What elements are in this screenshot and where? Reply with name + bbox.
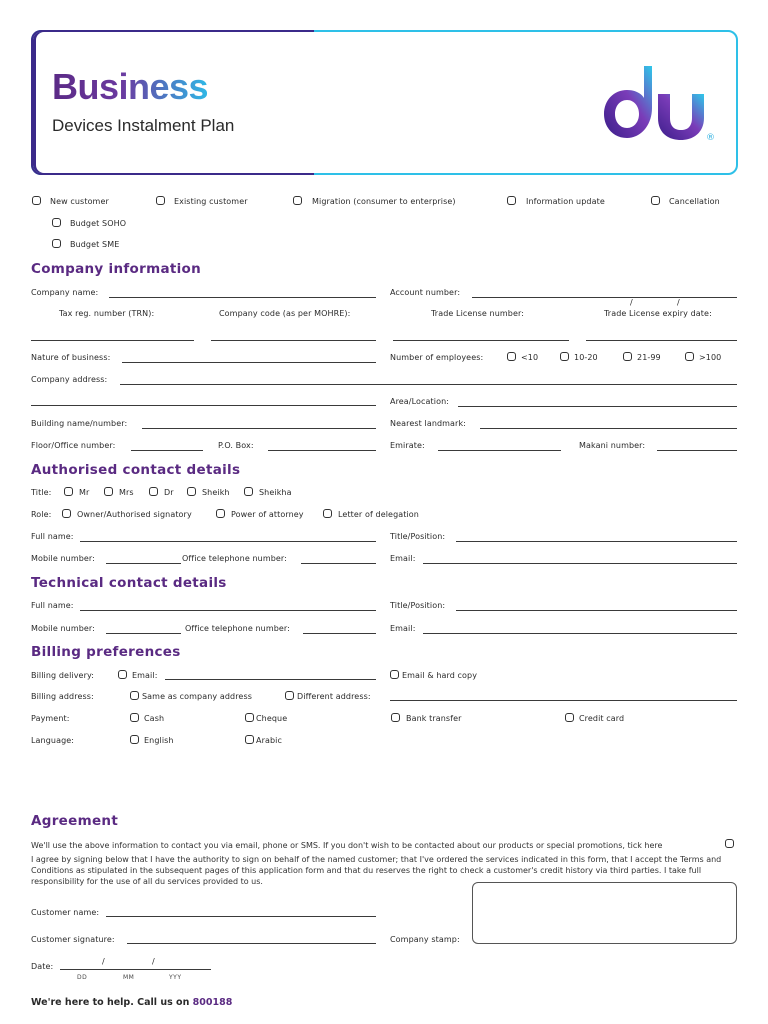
language-arabic-label: Arabic — [256, 736, 282, 745]
date-dd-hint: DD — [77, 974, 88, 981]
payment-card-label: Credit card — [579, 714, 625, 723]
trn-field[interactable] — [31, 340, 194, 341]
agreement-heading: Agreement — [31, 813, 119, 829]
makani-field[interactable] — [657, 450, 737, 451]
information-update-label: Information update — [526, 197, 605, 206]
auth-office-tel-label: Office telephone number: — [182, 554, 287, 563]
emirate-label: Emirate: — [390, 441, 425, 450]
brand-title: Business — [52, 66, 209, 107]
role-owner-checkbox[interactable] — [62, 509, 71, 518]
employees-label: Number of employees: — [390, 353, 484, 362]
nature-of-business-label: Nature of business: — [31, 353, 111, 362]
employees-10-20-checkbox[interactable] — [560, 352, 569, 361]
role-owner-label: Owner/Authorised signatory — [77, 510, 192, 519]
terms-text: I agree by signing below that I have the authority to sign on behalf of the named customer; that I've ordered the services indicated in this form, that I accept the Terms and Conditions as stipulated in the subsequent pages of this application form and that du reserves the right to check a customer's credit history via third parties. I take full responsibility for the use of all du services provided to us. — [31, 855, 722, 886]
auth-position-label: Title/Position: — [390, 532, 446, 541]
information-update-checkbox[interactable] — [507, 196, 516, 205]
employees-gt100-checkbox[interactable] — [685, 352, 694, 361]
company-code-field[interactable] — [211, 340, 376, 341]
date-separator: / — [152, 957, 155, 966]
footer-phone-link[interactable]: 800188 — [192, 997, 233, 1008]
billing-address-label: Billing address: — [31, 692, 94, 701]
existing-customer-label: Existing customer — [174, 197, 248, 206]
title-mr-checkbox[interactable] — [64, 487, 73, 496]
title-mr-label: Mr — [79, 488, 90, 497]
billing-email-hard-label: Email & hard copy — [402, 671, 478, 680]
building-label: Building name/number: — [31, 419, 128, 428]
tech-position-field[interactable] — [456, 610, 737, 611]
employees-10-20-label: 10-20 — [574, 353, 598, 362]
different-address-field[interactable] — [390, 700, 737, 701]
budget-sme-checkbox[interactable] — [52, 239, 61, 248]
area-label: Area/Location: — [390, 397, 450, 406]
payment-cash-checkbox[interactable] — [130, 713, 139, 722]
tech-email-field[interactable] — [423, 633, 737, 634]
contact-consent-text: We'll use the above information to contact you via email, phone or SMS. If you don't wish to be contacted about our products or special promotions, tick here — [31, 841, 663, 850]
title-sheikha-label: Sheikha — [259, 488, 292, 497]
payment-label: Payment: — [31, 714, 70, 723]
landmark-field[interactable] — [480, 428, 737, 429]
expiry-date-separator: / — [677, 298, 680, 307]
title-label: Title: — [31, 488, 52, 497]
payment-card-checkbox[interactable] — [565, 713, 574, 722]
company-stamp-label: Company stamp: — [390, 935, 460, 944]
account-number-field[interactable] — [472, 297, 737, 298]
tech-office-tel-field[interactable] — [303, 633, 376, 634]
billing-email-label: Email: — [132, 671, 158, 680]
title-dr-label: Dr — [164, 488, 174, 497]
different-address-checkbox[interactable] — [285, 691, 294, 700]
title-sheikh-checkbox[interactable] — [187, 487, 196, 496]
auth-email-field[interactable] — [423, 563, 737, 564]
company-name-label: Company name: — [31, 288, 99, 297]
du-logo-icon — [600, 60, 720, 146]
trn-label: Tax reg. number (TRN): — [59, 309, 155, 318]
billing-delivery-label: Billing delivery: — [31, 671, 95, 680]
floor-field[interactable] — [131, 450, 203, 451]
new-customer-label: New customer — [50, 197, 109, 206]
form-subtitle: Devices Instalment Plan — [52, 116, 235, 135]
trade-license-field[interactable] — [393, 340, 569, 341]
company-code-label: Company code (as per MOHRE): — [219, 309, 351, 318]
payment-bank-checkbox[interactable] — [391, 713, 400, 722]
different-address-label: Different address: — [297, 692, 371, 701]
auth-full-name-field[interactable] — [80, 541, 376, 542]
trade-license-expiry-field[interactable] — [586, 340, 737, 341]
payment-cash-label: Cash — [144, 714, 165, 723]
migration-label: Migration (consumer to enterprise) — [312, 197, 456, 206]
company-address-field[interactable] — [120, 384, 737, 385]
auth-mobile-field[interactable] — [106, 563, 181, 564]
language-label: Language: — [31, 736, 75, 745]
tech-mobile-field[interactable] — [106, 633, 181, 634]
title-sheikha-checkbox[interactable] — [244, 487, 253, 496]
tech-full-name-field[interactable] — [80, 610, 376, 611]
po-box-label: P.O. Box: — [218, 441, 254, 450]
customer-signature-label: Customer signature: — [31, 935, 115, 944]
cancellation-checkbox[interactable] — [651, 196, 660, 205]
payment-cheque-label: Cheque — [256, 714, 288, 723]
tech-full-name-label: Full name: — [31, 601, 74, 610]
title-sheikh-label: Sheikh — [202, 488, 230, 497]
budget-soho-label: Budget SOHO — [70, 219, 127, 228]
makani-label: Makani number: — [579, 441, 646, 450]
company-address-line2[interactable] — [31, 405, 376, 406]
title-dr-checkbox[interactable] — [149, 487, 158, 496]
existing-customer-checkbox[interactable] — [156, 196, 165, 205]
company-info-heading: Company information — [31, 261, 202, 277]
nature-of-business-field[interactable] — [122, 362, 376, 363]
billing-email-checkbox[interactable] — [118, 670, 127, 679]
date-yyy-hint: YYY — [169, 974, 182, 981]
auth-email-label: Email: — [390, 554, 416, 563]
auth-office-tel-field[interactable] — [301, 563, 376, 564]
date-mm-hint: MM — [123, 974, 135, 981]
customer-name-field[interactable] — [106, 916, 376, 917]
language-arabic-checkbox[interactable] — [245, 735, 254, 744]
account-number-label: Account number: — [390, 288, 461, 297]
budget-soho-checkbox[interactable] — [52, 218, 61, 227]
customer-name-label: Customer name: — [31, 908, 100, 917]
company-address-label: Company address: — [31, 375, 108, 384]
employees-gt100-label: >100 — [699, 353, 722, 362]
billing-heading: Billing preferences — [31, 644, 181, 660]
cancellation-label: Cancellation — [669, 197, 720, 206]
po-box-field[interactable] — [268, 450, 376, 451]
language-english-label: English — [144, 736, 174, 745]
auth-mobile-label: Mobile number: — [31, 554, 95, 563]
payment-bank-label: Bank transfer — [406, 714, 462, 723]
role-delegation-checkbox[interactable] — [323, 509, 332, 518]
tech-mobile-label: Mobile number: — [31, 624, 95, 633]
customer-signature-field[interactable] — [127, 943, 376, 944]
registered-mark: ® — [706, 133, 715, 143]
area-field[interactable] — [458, 406, 737, 407]
date-field[interactable] — [60, 969, 211, 970]
date-separator: / — [102, 957, 105, 966]
expiry-date-separator: / — [630, 298, 633, 307]
company-name-field[interactable] — [109, 297, 376, 298]
migration-checkbox[interactable] — [293, 196, 302, 205]
employees-21-99-checkbox[interactable] — [623, 352, 632, 361]
employees-lt10-checkbox[interactable] — [507, 352, 516, 361]
no-contact-checkbox[interactable] — [725, 839, 734, 848]
trade-license-expiry-label: Trade License expiry date: — [604, 309, 712, 318]
authorised-contact-heading: Authorised contact details — [31, 462, 241, 478]
language-english-checkbox[interactable] — [130, 735, 139, 744]
landmark-label: Nearest landmark: — [390, 419, 466, 428]
building-field[interactable] — [142, 428, 376, 429]
tech-email-label: Email: — [390, 624, 416, 633]
emirate-field[interactable] — [438, 450, 561, 451]
auth-position-field[interactable] — [456, 541, 737, 542]
role-label: Role: — [31, 510, 52, 519]
date-label: Date: — [31, 962, 54, 971]
footer-help — [31, 997, 232, 1008]
employees-lt10-label: <10 — [521, 353, 539, 362]
floor-label: Floor/Office number: — [31, 441, 116, 450]
same-address-label: Same as company address — [142, 692, 252, 701]
trade-license-label: Trade License number: — [431, 309, 525, 318]
same-address-checkbox[interactable] — [130, 691, 139, 700]
budget-sme-label: Budget SME — [70, 240, 120, 249]
auth-full-name-label: Full name: — [31, 532, 74, 541]
title-mrs-label: Mrs — [119, 488, 134, 497]
company-stamp-box[interactable] — [472, 882, 737, 944]
footer-text: We're here to help. Call us on — [31, 997, 190, 1008]
payment-cheque-checkbox[interactable] — [245, 713, 254, 722]
role-delegation-label: Letter of delegation — [338, 510, 419, 519]
new-customer-checkbox[interactable] — [32, 196, 41, 205]
tech-position-label: Title/Position: — [390, 601, 446, 610]
technical-contact-heading: Technical contact details — [31, 575, 227, 591]
billing-email-hard-checkbox[interactable] — [390, 670, 399, 679]
role-poa-checkbox[interactable] — [216, 509, 225, 518]
title-mrs-checkbox[interactable] — [104, 487, 113, 496]
employees-21-99-label: 21-99 — [637, 353, 661, 362]
billing-email-field[interactable] — [165, 679, 376, 680]
role-poa-label: Power of attorney — [231, 510, 304, 519]
tech-office-tel-label: Office telephone number: — [185, 624, 290, 633]
